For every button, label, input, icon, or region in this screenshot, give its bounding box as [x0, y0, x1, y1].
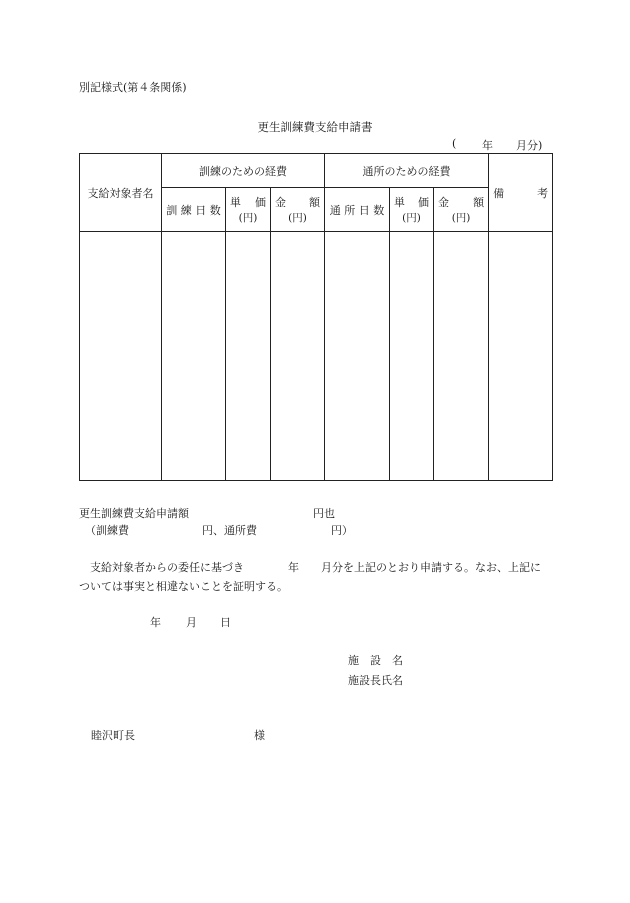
unit-price-char-1: 単	[394, 196, 406, 209]
amount-char-1: 金	[438, 196, 450, 209]
date-day: 日	[220, 616, 231, 629]
period-month: 月分)	[516, 139, 543, 152]
unit-price-char-2: 価	[255, 196, 266, 209]
period-open: (	[452, 137, 457, 150]
commute-days-header: 通 所 日 数	[325, 188, 390, 232]
training-amount-cell[interactable]	[271, 232, 325, 481]
unit-price-char-1: 単	[230, 196, 241, 209]
document-title: 更生訓練費支給申請書	[257, 120, 373, 134]
training-cost-header: 訓練のための経費	[162, 154, 325, 188]
breakdown-training: （訓練費	[85, 524, 129, 537]
commute-cost-header: 通所のための経費	[325, 154, 489, 188]
commute-unit-price-header	[390, 188, 434, 232]
yen-unit-label: (円)	[238, 212, 258, 224]
amount-char-2: 額	[473, 196, 485, 209]
training-days-cell[interactable]	[162, 232, 226, 481]
unit-price-char-2: 価	[418, 196, 430, 209]
requested-amount-label: 更生訓練費支給申請額	[79, 507, 189, 520]
commute-unit-price-cell[interactable]	[390, 232, 434, 481]
yen-unit-label: (円)	[451, 212, 471, 224]
remarks-cell[interactable]	[489, 232, 553, 481]
certification-statement: 支給対象者からの委任に基づき 年 月分を上記のとおり申請する。なお、上記については事実と相違ないことを証明する。	[79, 561, 541, 593]
application-table	[79, 153, 553, 481]
amount-char-2: 額	[309, 196, 321, 209]
recipient-name-header: 支給対象者名	[80, 154, 162, 232]
addressee-honorific: 様	[254, 729, 265, 742]
commute-amount-cell[interactable]	[434, 232, 489, 481]
form-label: 別記様式(第４条関係)	[79, 81, 187, 94]
date-month: 月	[186, 616, 197, 629]
director-name-label: 施設長氏名	[348, 674, 403, 687]
training-unit-price-header	[226, 188, 271, 232]
remarks-header-char-2: 考	[537, 186, 549, 200]
breakdown-commute: 円、通所費	[202, 524, 257, 537]
commute-days-cell[interactable]	[325, 232, 390, 481]
amount-char-1: 金	[275, 196, 286, 209]
yen-unit-label: (円)	[402, 212, 421, 224]
facility-name-label: 施 設 名	[348, 654, 403, 667]
date-year: 年	[150, 616, 161, 629]
addressee-name: 睦沢町長	[91, 729, 135, 742]
period-year: 年	[482, 139, 493, 152]
requested-amount-suffix: 円也	[313, 507, 335, 520]
yen-unit-label: (円)	[288, 212, 307, 224]
commute-amount-header	[434, 188, 489, 232]
remarks-header-char-1: 備	[493, 186, 505, 200]
recipient-name-cell[interactable]	[80, 232, 162, 481]
training-amount-header	[271, 188, 325, 232]
remarks-header	[489, 154, 553, 232]
training-unit-price-cell[interactable]	[226, 232, 271, 481]
training-days-header: 訓 練 日 数	[162, 188, 226, 232]
breakdown-end: 円）	[331, 524, 353, 537]
